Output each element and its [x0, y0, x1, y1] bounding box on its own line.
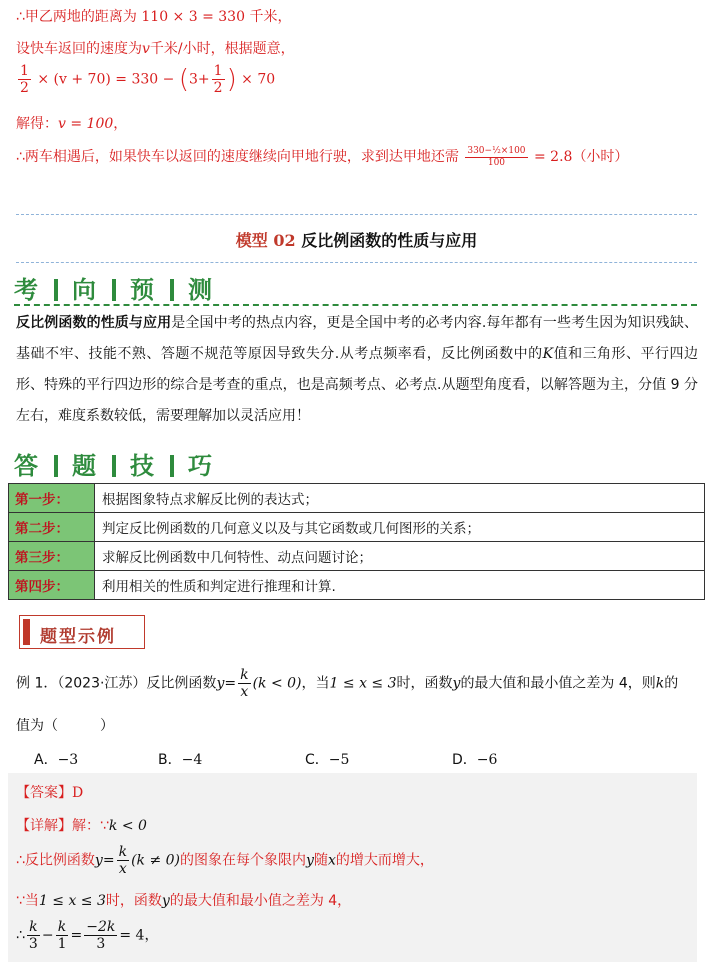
section-title	[0, 228, 713, 251]
option-a[interactable]: A．−3	[34, 752, 79, 768]
example-blank: 值为（ ）	[16, 718, 114, 734]
badge-label: 题型示例	[40, 627, 116, 647]
intro-k: K	[542, 346, 554, 362]
example-text-b: ，当	[301, 675, 330, 692]
header-char: 测	[188, 275, 214, 304]
option-d[interactable]: D．−6	[452, 752, 498, 768]
table-row	[9, 542, 705, 571]
time-unit: （小时）	[572, 149, 629, 165]
l5-therefore: ∴	[16, 927, 25, 944]
l3-text-d: 的增大而增大，	[335, 852, 434, 869]
option-b[interactable]: B．−4	[158, 752, 203, 768]
answer-label: 【答案】	[16, 785, 72, 801]
detail-line-3	[16, 845, 434, 876]
header-char: 题	[72, 451, 98, 480]
distance-expr: 110 × 3 = 330	[141, 9, 245, 25]
detail-line-5	[16, 920, 158, 951]
eq-rhs: = 330 −	[115, 71, 175, 88]
speed-var: v	[142, 41, 150, 57]
distance-unit: 千米，	[249, 9, 292, 25]
l4-range: 1 ≤ x ≤ 3	[38, 893, 106, 909]
step-label: 第三步：	[9, 542, 95, 571]
x-range: 1 ≤ x ≤ 3	[329, 675, 397, 692]
half-fraction: $\frac{1}{2}$	[20, 63, 29, 96]
header-char: 答	[14, 451, 40, 480]
detail-line	[16, 815, 147, 835]
var-y-2: y	[452, 675, 461, 692]
example-question	[16, 668, 678, 699]
l3-k-over-x: $\frac{k}{x}$	[118, 844, 128, 877]
step-text: 根据图象特点求解反比例的表达式；	[95, 484, 705, 513]
var-y: y	[216, 675, 225, 692]
solve-expr: v = 100	[58, 116, 114, 132]
k-over-x: $\frac{k}{x}$	[240, 667, 249, 700]
distance-line	[16, 6, 291, 26]
equation-line: $\frac{1}{2}$ × (v + 70) = 330 − (3+ $\frac{1}{2}$ ) × 70	[20, 63, 276, 96]
eq-three-plus: 3+	[189, 71, 210, 88]
speed-assumption-line	[16, 38, 295, 58]
divider-bottom	[16, 262, 697, 263]
answer-value: D	[72, 785, 84, 801]
l3-text-b: 的图象在每个象限内	[180, 852, 307, 869]
frac-k-1: $\frac{k}{1}$	[57, 919, 67, 952]
example-text-d: 的最大值和最小值之差为 4，则	[460, 675, 656, 692]
l3-cond: (k ≠ 0)	[131, 852, 181, 869]
l5-minus: −	[41, 927, 54, 944]
speed-text-b: 千米/小时，根据题意，	[149, 41, 295, 57]
l4-text-c: 的最大值和最小值之差为 4，	[169, 893, 352, 909]
frac-neg2k-3: $\frac{-2k}{3}$	[86, 919, 116, 952]
half-fraction-2: $\frac{1}{2}$	[213, 63, 223, 96]
conclusion-line	[16, 146, 628, 168]
eq-sign: =	[224, 675, 237, 692]
intro-text-2: 值和三角形、平行四边形、特殊的平行四边形的综合是考查的重点，也是高频考点、必考点.从题型角度看，以解答题为主，分值 9 分左右，难度系数较低，需要理解加以灵活应用！	[16, 346, 699, 424]
answer-line	[16, 782, 83, 802]
speed-text-a: 设快车返回的速度为	[16, 41, 142, 57]
step-label: 第二步：	[9, 513, 95, 542]
table-row	[9, 513, 705, 542]
model-title: 反比例函数的性质与应用	[301, 231, 478, 250]
step-label: 第四步：	[9, 571, 95, 600]
header-char: 预	[130, 275, 156, 304]
header-char: 技	[130, 451, 156, 480]
example-badge	[19, 615, 145, 649]
conclusion-text: ∴两车相遇后，如果快车以返回的速度继续向甲地行驶，求到达甲地还需	[16, 149, 459, 165]
intro-bold: 反比例函数的性质与应用	[16, 315, 172, 331]
distance-text: ∴甲乙两地的距离为	[16, 9, 137, 25]
detail-line-4	[16, 890, 351, 910]
example-text-e: 的	[664, 675, 679, 692]
step-text: 判定反比例函数的几何意义以及与其它函数或几何图形的关系；	[95, 513, 705, 542]
header-underline	[14, 304, 697, 306]
intro-paragraph	[16, 308, 698, 432]
table-row	[9, 571, 705, 600]
l4-text-b: 时，函数	[105, 893, 162, 909]
detail-label: 【详解】	[16, 818, 72, 834]
header-tips	[14, 446, 214, 481]
l5-result: = 4，	[119, 927, 159, 944]
example-text-c: 时，函数	[396, 675, 453, 692]
header-char: 向	[72, 275, 98, 304]
solve-line	[16, 113, 127, 133]
l3-text-c: 随	[313, 852, 328, 869]
time-result: = 2.8	[533, 149, 573, 165]
l3-x: x	[327, 852, 336, 869]
table-row	[9, 484, 705, 513]
header-char: 巧	[188, 451, 214, 480]
solve-suffix: ，	[113, 116, 128, 132]
divider-top	[16, 214, 697, 215]
badge-mark	[23, 619, 30, 645]
l3-eq: =	[102, 852, 115, 869]
model-number: 模型 02	[235, 231, 296, 250]
var-k: k	[655, 675, 665, 692]
l5-eq: =	[70, 927, 83, 944]
header-forecast	[14, 270, 214, 305]
option-c[interactable]: C．−5	[305, 752, 350, 768]
l4-y: y	[161, 893, 170, 909]
detail-text: 解：∵	[72, 818, 109, 834]
step-text: 利用相关的性质和判定进行推理和计算.	[95, 571, 705, 600]
steps-table	[8, 483, 705, 600]
frac-k-3: $\frac{k}{3}$	[28, 919, 38, 952]
l3-text-a: ∴反比例函数	[16, 852, 95, 869]
step-text: 求解反比例函数中几何特性、动点问题讨论；	[95, 542, 705, 571]
time-fraction: $\frac{\text{330−½×100}}{100}$	[467, 145, 526, 168]
eq-times-70: × 70	[241, 71, 276, 88]
solve-label: 解得：	[16, 116, 58, 132]
example-question-line2	[16, 715, 114, 735]
l3-y2: y	[306, 852, 314, 869]
detail-expr: k < 0	[108, 818, 147, 834]
intro-text-1: 是全国中考的热点内容，更是全国中考的必考内容.每年都有一些考生因为知识残缺、基础不牢、技能不熟、答题不规范等原因导致失分.从考点频率看，反比例函数中的	[16, 315, 699, 362]
k-condition: (k < 0)	[252, 675, 302, 692]
step-label: 第一步：	[9, 484, 95, 513]
l3-y: y	[94, 852, 103, 869]
header-char: 考	[14, 275, 40, 304]
eq-times-paren: × (v + 70)	[37, 71, 111, 88]
l4-text-a: ∵当	[16, 893, 39, 909]
example-intro: 例 1．（2023·江苏）反比例函数	[16, 675, 217, 692]
